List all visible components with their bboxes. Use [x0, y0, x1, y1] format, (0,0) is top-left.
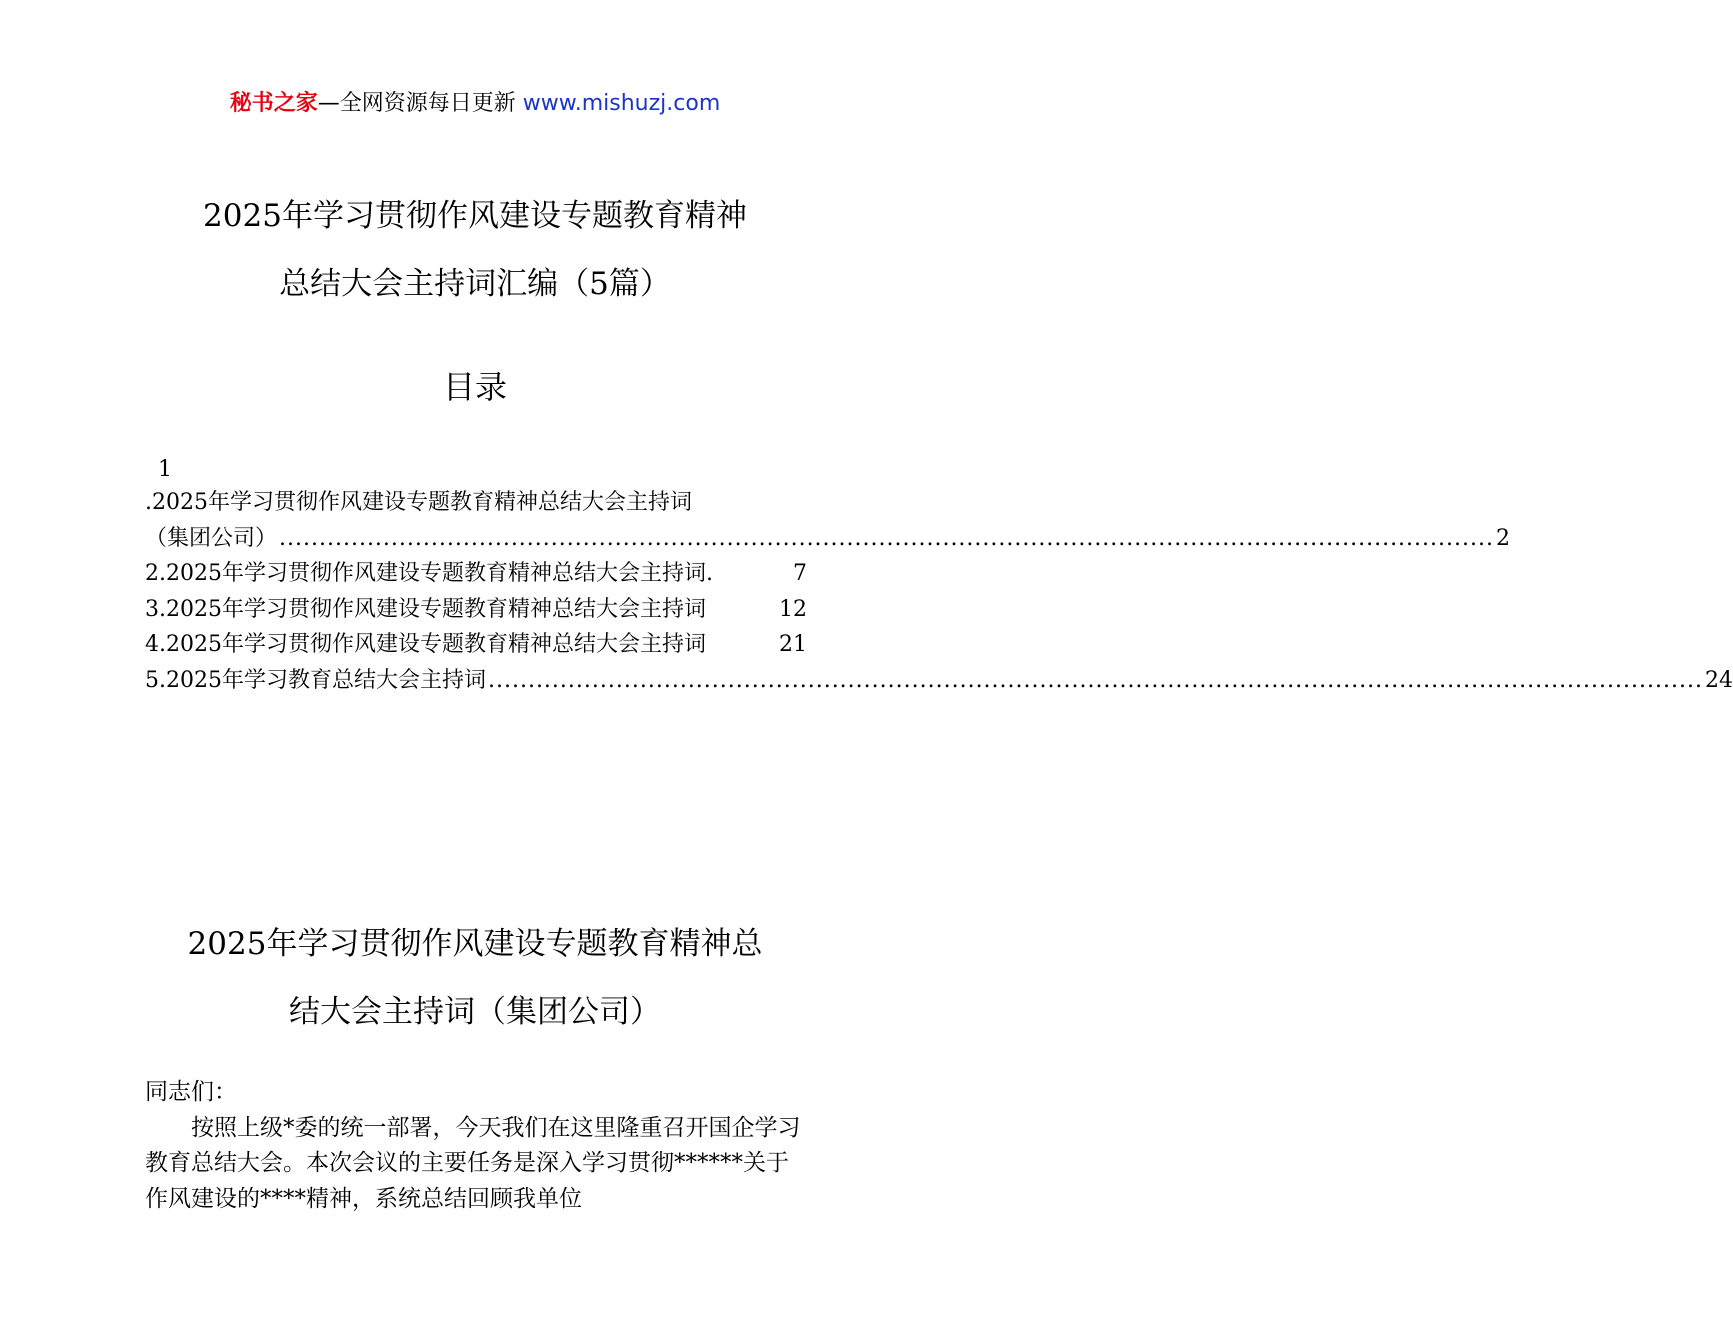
- document-title-line1: 2025年学习贯彻作风建设专题教育精神: [203, 198, 747, 234]
- site-header: [0, 88, 950, 120]
- toc-entry-1-text-line2: （集团公司）: [145, 525, 278, 551]
- header-tagline: —全网资源每日更新: [317, 91, 516, 116]
- toc-entry-2-page: 7: [793, 561, 807, 586]
- salutation: 同志们：: [145, 1079, 237, 1105]
- toc-entry-3-text: 3.2025年学习贯彻作风建设专题教育精神总结大会主持词: [145, 596, 706, 622]
- toc-heading: 目录: [442, 368, 507, 406]
- toc-entry-5[interactable]: [145, 663, 1733, 699]
- toc-entry-3-page: 12: [779, 596, 807, 622]
- toc-entry-2-text: 2.2025年学习贯彻作风建设专题教育精神总结大会主持词.: [145, 561, 713, 586]
- section-body: [145, 1075, 807, 1217]
- toc-entry-2[interactable]: [145, 556, 807, 592]
- toc-entry-3[interactable]: [145, 592, 807, 628]
- toc-leader: ........................................................................................................................................................: [279, 525, 1494, 551]
- toc-entry-1-number: 1: [158, 457, 172, 482]
- section-title-line1: 2025年学习贯彻作风建设专题教育精神总: [187, 926, 763, 962]
- body-paragraph: 按照上级*委的统一部署，今天我们在这里隆重召开国企学习教育总结大会。本次会议的主要任务是深入学习贯彻******关于作风建设的****精神，系统总结回顾我单位: [145, 1114, 801, 1212]
- toc-entry-4-page: 21: [779, 632, 807, 657]
- toc-entry-5-page: 24: [1704, 667, 1733, 693]
- section-title-line2: 结大会主持词（集团公司）: [289, 994, 661, 1030]
- toc-entry-1[interactable]: [145, 485, 807, 521]
- toc-leader: ........................................................................................................................................................: [487, 667, 1703, 693]
- document-title-line2: 总结大会主持词汇编（5篇）: [279, 266, 671, 302]
- toc-entry-4[interactable]: [145, 627, 807, 663]
- brand-name: 秘书之家: [229, 91, 318, 116]
- toc-entry-1-text-line1: .2025年学习贯彻作风建设专题教育精神总结大会主持词: [145, 490, 692, 515]
- table-of-contents: [145, 485, 1733, 698]
- toc-entry-5-text: 5.2025年学习教育总结大会主持词: [145, 667, 486, 693]
- toc-entry-1-page: 2: [1495, 525, 1510, 551]
- site-url[interactable]: www.mishuzj.com: [522, 91, 721, 116]
- toc-entry-4-text: 4.2025年学习贯彻作风建设专题教育精神总结大会主持词: [145, 632, 706, 657]
- toc-entry-1-cont[interactable]: [145, 521, 1510, 557]
